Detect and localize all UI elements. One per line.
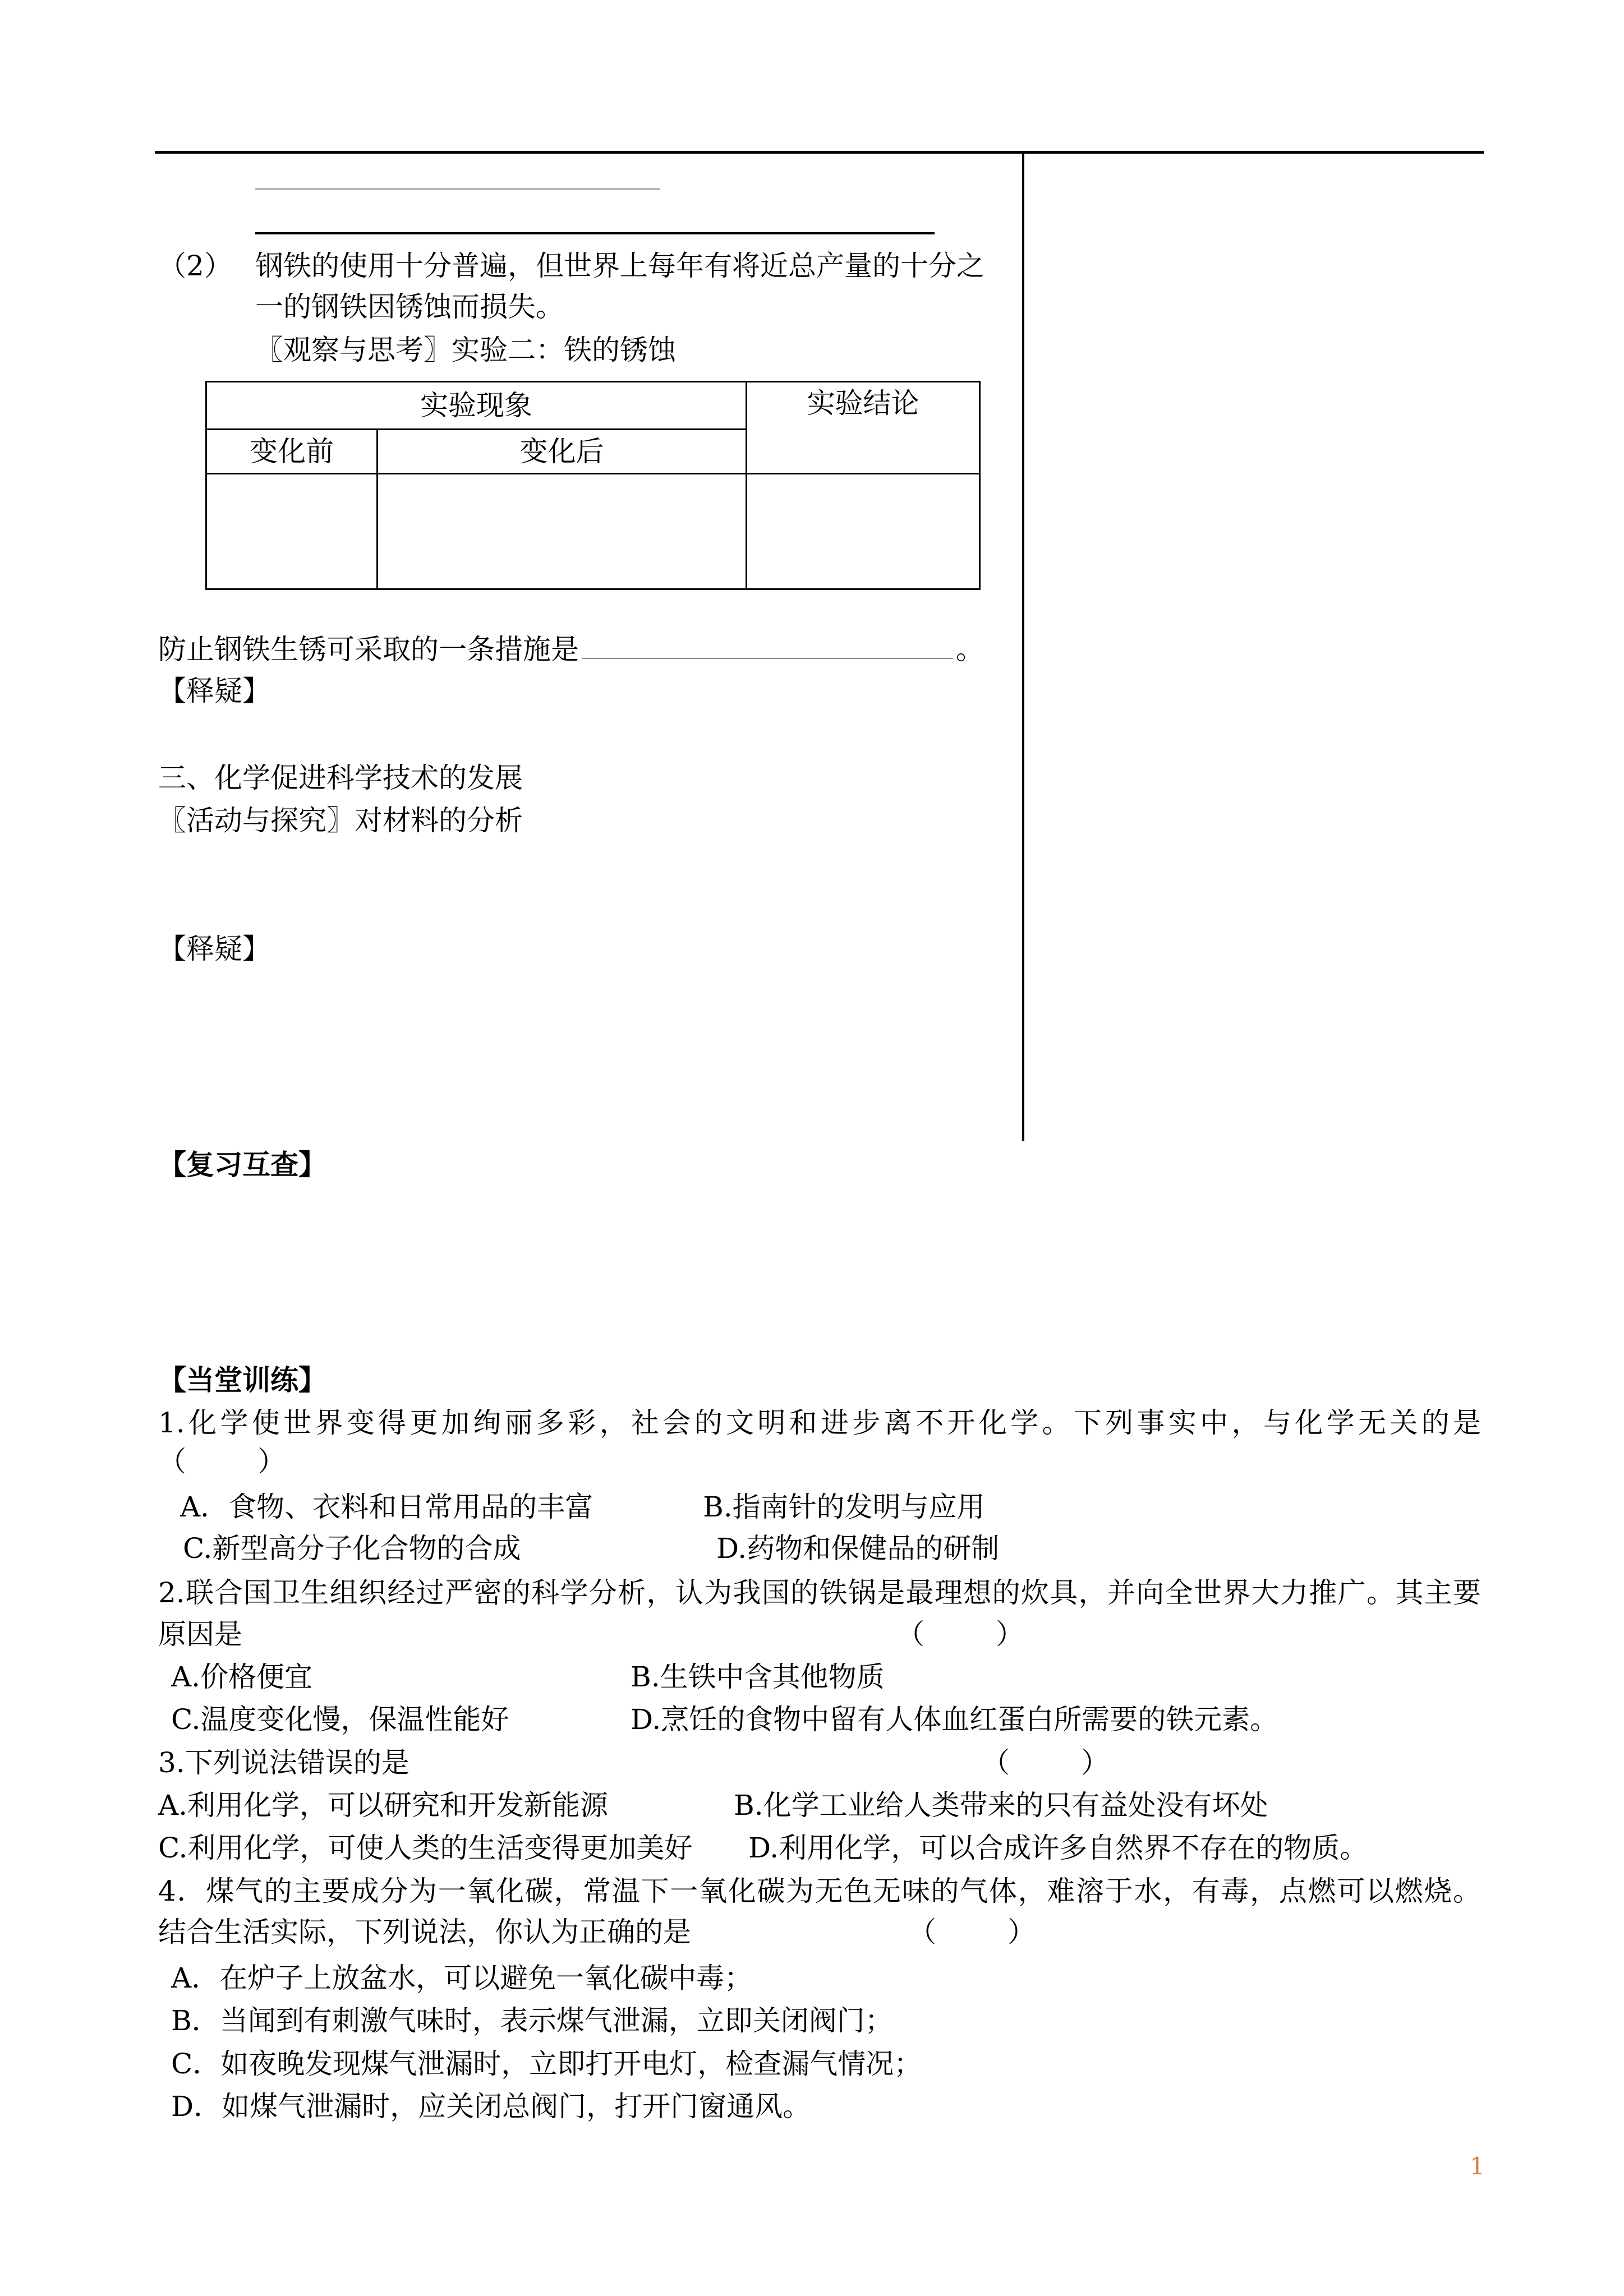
explain-heading: 【释疑】 bbox=[158, 675, 270, 707]
item-text-line: 一的钢铁因锈蚀而损失。 bbox=[255, 291, 564, 323]
question-stem: 3.下列说法错误的是 bbox=[158, 1746, 410, 1779]
table-cell-after bbox=[378, 474, 747, 589]
table-cell-before bbox=[206, 474, 378, 589]
answer-blank bbox=[582, 635, 953, 659]
experiment-table bbox=[205, 381, 981, 590]
option-a: A．食物、衣料和日常用品的丰富 bbox=[180, 1491, 594, 1523]
option-a: A.利用化学，可以研究和开发新能源 bbox=[158, 1789, 609, 1822]
table-header-phenomenon: 实验现象 bbox=[206, 382, 747, 430]
prevention-end: 。 bbox=[956, 633, 984, 666]
answer-bracket: （ ） bbox=[908, 1916, 1036, 1948]
option-c: C.新型高分子化合物的合成 bbox=[183, 1532, 521, 1565]
option-b: B.生铁中含其他物质 bbox=[631, 1661, 885, 1693]
question-stem: 结合生活实际，下列说法，你认为正确的是 bbox=[158, 1916, 691, 1948]
explain-heading: 【释疑】 bbox=[158, 933, 270, 965]
experiment-title: 〖观察与思考〗实验二：铁的锈蚀 bbox=[255, 334, 676, 366]
header-rule bbox=[155, 151, 1484, 154]
option-d: D．如煤气泄漏时，应关闭总阀门，打开门窗通风。 bbox=[171, 2090, 811, 2123]
option-a: A.价格便宜 bbox=[171, 1661, 313, 1693]
table-header-conclusion: 实验结论 bbox=[747, 382, 980, 474]
option-d: D.药物和保健品的研制 bbox=[716, 1532, 1000, 1565]
option-c: C.温度变化慢，保温性能好 bbox=[171, 1703, 509, 1736]
prevention-question bbox=[158, 633, 984, 666]
prevention-prompt: 防止钢铁生锈可采取的一条措施是 bbox=[158, 633, 579, 666]
item-number: （2） bbox=[158, 250, 232, 282]
option-d: D.烹饪的食物中留有人体血红蛋白所需要的铁元素。 bbox=[631, 1703, 1278, 1736]
table-header-before: 变化前 bbox=[206, 430, 378, 474]
item-text-line: 钢铁的使用十分普遍，但世界上每年有将近总产量的十分之 bbox=[255, 250, 984, 282]
option-c: C.利用化学，可使人类的生活变得更加美好 bbox=[158, 1832, 693, 1864]
option-c: C．如夜晚发现煤气泄漏时，立即打开电灯，检查漏气情况； bbox=[171, 2048, 922, 2080]
option-d: D.利用化学，可以合成许多自然界不存在的物质。 bbox=[748, 1832, 1368, 1864]
question-stem: 原因是 bbox=[158, 1618, 242, 1650]
question-stem: 1.化学使世界变得更加绚丽多彩，社会的文明和进步离不开化学。下列事实中，与化学无关的是 bbox=[158, 1407, 1481, 1439]
page-number: 1 bbox=[1470, 2152, 1485, 2180]
activity-title: 〖活动与探究〗对材料的分析 bbox=[158, 804, 523, 837]
option-b: B.化学工业给人类带来的只有益处没有坏处 bbox=[734, 1789, 1268, 1822]
answer-bracket: （ ） bbox=[982, 1746, 1110, 1779]
practice-heading: 【当堂训练】 bbox=[158, 1363, 326, 1396]
option-b: B．当闻到有刺激气味时，表示煤气泄漏，立即关闭阀门； bbox=[171, 2004, 893, 2037]
column-divider bbox=[1022, 152, 1024, 1141]
table-header-after: 变化后 bbox=[378, 430, 747, 474]
section-title: 三、化学促进科学技术的发展 bbox=[158, 762, 523, 794]
answer-blank-line bbox=[255, 188, 660, 190]
answer-blank-line bbox=[255, 232, 935, 234]
table-cell-conclusion bbox=[747, 474, 980, 589]
option-a: A．在炉子上放盆水，可以避免一氧化碳中毒； bbox=[171, 1962, 753, 1994]
option-b: B.指南针的发明与应用 bbox=[703, 1491, 985, 1523]
answer-bracket: （ ） bbox=[896, 1618, 1024, 1650]
question-stem: 2.联合国卫生组织经过严密的科学分析，认为我国的铁锅是最理想的炊具，并向全世界大力推广。其主要 bbox=[158, 1576, 1481, 1609]
question-stem: 4．煤气的主要成分为一氧化碳，常温下一氧化碳为无色无味的气体，难溶于水，有毒，点燃可以燃烧。 bbox=[158, 1875, 1481, 1907]
review-heading: 【复习互查】 bbox=[158, 1148, 326, 1181]
answer-bracket: （ ） bbox=[158, 1445, 286, 1478]
